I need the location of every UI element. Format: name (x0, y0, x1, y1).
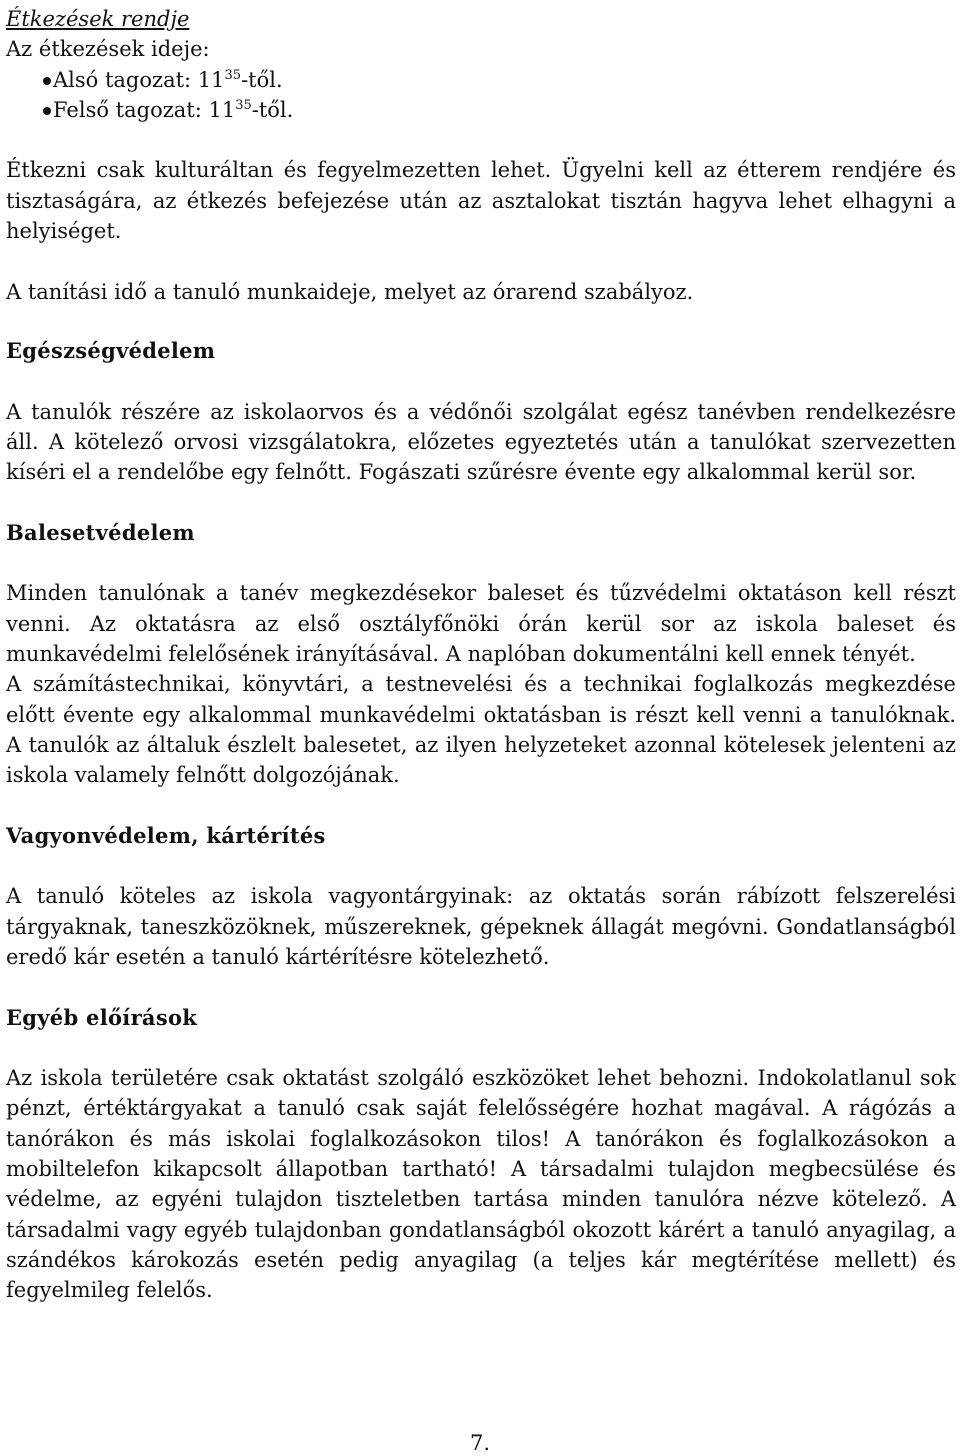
section-title-meals: Étkezések rendje (6, 7, 190, 31)
meal-time-label: Felső tagozat: 11 (53, 97, 236, 122)
property-paragraph: A tanuló köteles az iskola vagyontárgyinak: az oktatás során rábízott felszerelési tárgyaknak, taneszközöknek, műszereknek, gépeknek állagát megóvni. Gondatlanságból eredő kár esetén a tanuló kártérítésre kötelezhető. (6, 884, 956, 969)
spacer (6, 972, 956, 1002)
list-item (6, 95, 956, 125)
bullet-icon (43, 107, 51, 115)
document-page (6, 4, 956, 1305)
other-paragraph: Az iskola területére csak oktatást szolgáló eszközöket lehet behozni. Indokolatlanul sok pénzt, értéktárgyakat a tanuló csak saját felelősségére hozhat magával. A rágózás a tanórákon és más iskolai foglalkozásokon tilos! A tanórákon és foglalkozásokon a mobiltelefon kikapcsolt állapotban tartható! A társadalmi tulajdon megbecsülése és védelme, az egyéni tulajdon tiszteletben tartása minden tanulóra nézve kötelező. A társadalmi vagy egyéb tulajdonban gondatlanságból okozott kárért a tanuló anyagilag, a szándékos károkozás esetén pedig anyagilag (a teljes kár megtérítése mellett) és fegyelmileg felelős. (6, 1066, 956, 1303)
spacer (6, 790, 956, 820)
spacer (6, 548, 956, 578)
section-heading-accident: Balesetvédelem (6, 519, 195, 545)
meal-time-suffix: -től. (241, 67, 283, 92)
spacer (6, 366, 956, 396)
spacer (6, 1033, 956, 1063)
meal-time-superscript: 35 (235, 97, 252, 113)
list-item (6, 65, 956, 95)
teaching-time-paragraph: A tanítási idő a tanuló munkaideje, melyet az órarend szabályoz. (6, 279, 694, 304)
accident-paragraph-2: A számítástechnikai, könyvtári, a testnevelési és a technikai foglalkozás megkezdése előtt évente egy alkalommal munkavédelmi oktatásban is részt kell venni a tanulóknak. A tanulók az általuk észlelt balesetet, az ilyen helyzeteket azonnal kötelesek jelenteni az iskola valamely felnőtt dolgozójának. (6, 672, 956, 788)
health-paragraph: A tanulók részére az iskolaorvos és a védőnői szolgálat egész tanévben rendelkezésre áll. A kötelező orvosi vizsgálatokra, előzetes egyeztetés után a tanulókat szervezetten kíséri el a rendelőbe egy felnőtt. Fogászati szűrésre évente egy alkalommal kerül sor. (6, 399, 956, 485)
section-heading-property: Vagyonvédelem, kártérítés (6, 822, 326, 848)
spacer (6, 125, 956, 155)
spacer (6, 487, 956, 517)
section-heading-other: Egyéb előírások (6, 1004, 198, 1030)
meal-times-list (6, 65, 956, 126)
spacer (6, 851, 956, 881)
accident-paragraph-1: Minden tanulónak a tanév megkezdésekor baleset és tűzvédelmi oktatáson kell részt venni. Az oktatásra az első osztályfőnöki órán kerül sor az iskola baleset és munkavédelmi felelősének irányításával. A naplóban dokumentálni kell ennek tényét. (6, 581, 956, 666)
meals-paragraph: Étkezni csak kulturáltan és fegyelmezetten lehet. Ügyelni kell az étterem rendjére és tisztaságára, az étkezés befejezése után az asztalokat tisztán hagyva lehet elhagyni a helyiséget. (6, 158, 956, 244)
meal-time-suffix: -től. (251, 97, 294, 122)
meal-time-superscript: 35 (224, 67, 242, 83)
meal-times-intro: Az étkezések ideje: (6, 37, 210, 62)
section-heading-health: Egészségvédelem (6, 337, 216, 363)
bullet-icon (43, 77, 51, 85)
spacer (6, 307, 956, 336)
spacer (6, 246, 956, 276)
page-number: 7. (469, 1431, 491, 1455)
meal-time-label: Alsó tagozat: 11 (53, 67, 225, 92)
